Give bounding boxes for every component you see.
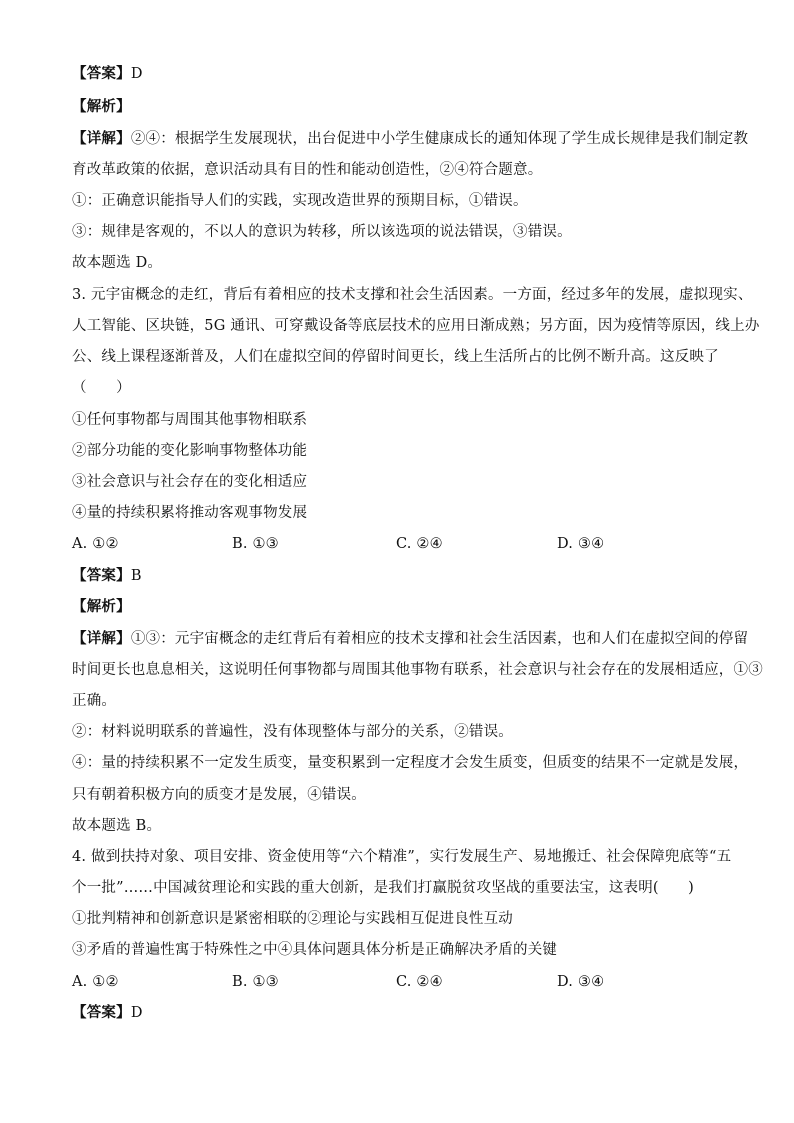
analysis-tag: 【解析】	[72, 598, 131, 615]
answer-tag: 【答案】	[72, 567, 131, 584]
statement-3-4: ③矛盾的普遍性寓于特殊性之中④具体问题具体分析是正确解决矛盾的关键	[72, 942, 558, 958]
question-3-line-3: 公、线上课程逐渐普及，人们在虚拟空间的停留时间更长，线上生活所占的比例不断升高。这反映了	[72, 349, 719, 365]
point-4-line-1: ④：量的持续积累不一定发生质变，量变积累到一定程度才会发生质变，但质变的结果不一定就是发展，	[72, 755, 749, 771]
answer-line	[72, 1003, 714, 1023]
question-3-paren: （ ）	[72, 380, 131, 396]
analysis-tag: 【解析】	[72, 98, 131, 115]
detail-line-2: 育改革政策的依据，意识活动具有目的性和能动创造性，②④符合题意。	[72, 162, 543, 178]
answer-tag: 【答案】	[72, 1004, 131, 1021]
conclusion: 故本题选 D。	[72, 255, 163, 271]
option-b: B. ①③	[232, 974, 279, 990]
detail-line-1: 【详解】②④：根据学生发展现状，出台促进中小学生健康成长的通知体现了学生成长规律是我们制定教	[72, 130, 749, 147]
point-2: ②：材料说明联系的普遍性，没有体现整体与部分的关系，②错误。	[72, 724, 513, 740]
detail-tag: 【详解】	[72, 630, 131, 647]
statement-4: ④量的持续积累将推动客观事物发展	[72, 505, 308, 521]
question-4-line-1: 4. 做到扶持对象、项目安排、资金使用等“六个精准”，实行发展生产、易地搬迁、社会保障兜底等“五	[72, 849, 732, 865]
answer-line	[72, 566, 714, 586]
option-a: A. ①②	[72, 536, 119, 552]
answer-value: D	[130, 66, 143, 82]
option-d: D. ③④	[557, 536, 605, 552]
conclusion: 故本题选 B。	[72, 818, 162, 834]
statement-1: ①任何事物都与周围其他事物相联系	[72, 412, 308, 428]
option-d: D. ③④	[557, 974, 605, 990]
answer-line	[72, 64, 714, 84]
question-3-line-2: 人工智能、区块链，5G 通讯、可穿戴设备等底层技术的应用日渐成熟；另方面，因为疫情等原因，线上办	[72, 318, 760, 334]
answer-value: D	[130, 1005, 143, 1021]
statement-1-2: ①批判精神和创新意识是紧密相联的②理论与实践相互促进良性互动	[72, 911, 513, 927]
option-b: B. ①③	[232, 536, 279, 552]
point-1: ①：正确意识能指导人们的实践，实现改造世界的预期目标，①错误。	[72, 193, 528, 209]
detail-line-3: 正确。	[72, 693, 117, 709]
question-4-line-2: 个一批”……中国减贫理论和实践的重大创新，是我们打赢脱贫攻坚战的重要法宝，这表明( )	[72, 880, 695, 896]
question-3-line-1: 3. 元宇宙概念的走红，背后有着相应的技术支撑和社会生活因素。一方面，经过多年的发展，虚拟现实、	[72, 287, 753, 303]
option-c: C. ②④	[396, 974, 443, 990]
option-a: A. ①②	[72, 974, 119, 990]
answer-value: B	[130, 568, 142, 584]
point-3: ③：规律是客观的，不以人的意识为转移，所以该选项的说法错误，③错误。	[72, 224, 572, 240]
detail-tag: 【详解】	[72, 130, 131, 147]
point-4-line-2: 只有朝着积极方向的质变才是发展，④错误。	[72, 787, 366, 803]
detail-line-1: 【详解】①③：元宇宙概念的走红背后有着相应的技术支撑和社会生活因素，也和人们在虚拟空间的停留	[72, 630, 749, 647]
detail-line-2: 时间更长也息息相关，这说明任何事物都与周围其他事物有联系，社会意识与社会存在的发展相适应，①③	[72, 662, 763, 678]
statement-3: ③社会意识与社会存在的变化相适应	[72, 474, 308, 490]
answer-tag: 【答案】	[72, 65, 131, 82]
option-c: C. ②④	[396, 536, 443, 552]
statement-2: ②部分功能的变化影响事物整体功能	[72, 443, 308, 459]
